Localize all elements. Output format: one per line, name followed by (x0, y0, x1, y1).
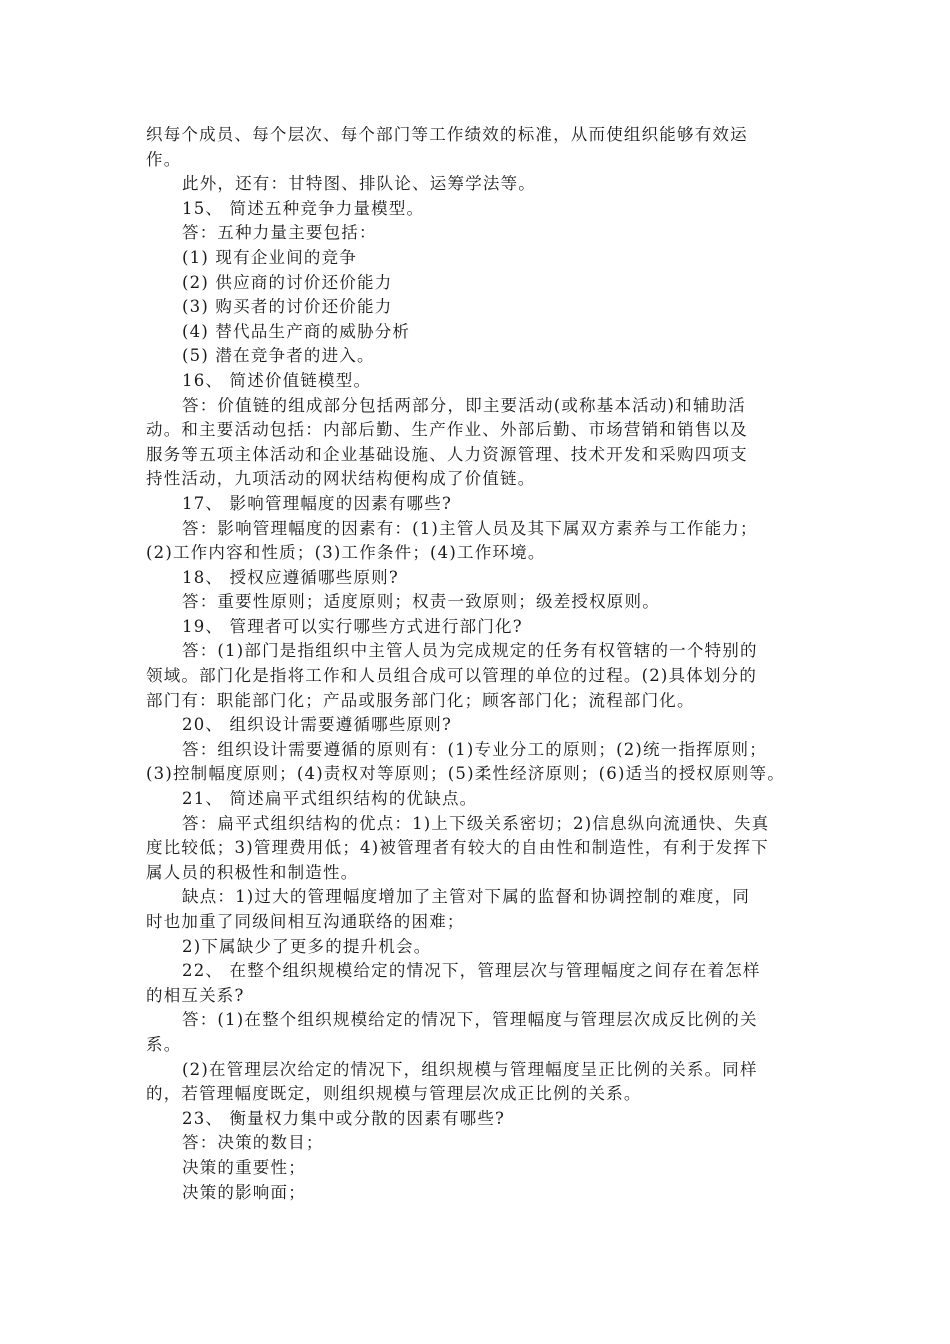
text-line: (2)在管理层次给定的情况下，组织规模与管理幅度呈正比例的关系。同样 (182, 1059, 758, 1079)
text-line: 时也加重了同级间相互沟通联络的困难； (146, 912, 465, 931)
text-line: 系。 (146, 1034, 182, 1054)
answer-line: 答：决策的数目； (182, 1133, 324, 1153)
text-line: 度比较低；3)管理费用低；4)被管理者有较大的自由性和制造性，有利于发挥下 (146, 838, 769, 858)
question-heading: 20、 组织设计需要遵循哪些原则? (182, 715, 452, 735)
text-line: 此外，还有：甘特图、排队论、运筹学法等。 (182, 174, 536, 194)
question-heading: 21、 简述扁平式组织结构的优缺点。 (182, 789, 478, 809)
answer-line: 答：(1)部门是指组织中主管人员为完成规定的任务有权管辖的一个特别的 (182, 641, 758, 661)
question-heading: 23、 衡量权力集中或分散的因素有哪些? (182, 1108, 506, 1128)
list-item: (4) 替代品生产商的威胁分析 (182, 321, 411, 341)
question-heading: 19、 管理者可以实行哪些方式进行部门化? (182, 616, 523, 636)
text-line: 动。和主要活动包括：内部后勤、生产作业、外部后勤、市场营销和销售以及 (146, 420, 748, 440)
question-heading: 17、 影响管理幅度的因素有哪些? (182, 493, 452, 513)
answer-line: 答：组织设计需要遵循的原则有：(1)专业分工的原则；(2)统一指挥原则； (182, 739, 767, 759)
text-line: (2)工作内容和性质；(3)工作条件；(4)工作环境。 (146, 543, 546, 563)
list-item: (1) 现有企业间的竞争 (182, 247, 358, 267)
list-item: (5) 潜在竞争者的进入。 (182, 346, 375, 366)
text-line: 缺点：1)过大的管理幅度增加了主管对下属的监督和协调控制的难度，同 (182, 887, 751, 907)
text-line: 织每个成员、每个层次、每个部门等工作绩效的标准，从而使组织能够有效运 (146, 125, 748, 144)
question-heading: 18、 授权应遵循哪些原则? (182, 567, 399, 587)
text-line: 2)下属缺少了更多的提升机会。 (182, 936, 432, 956)
text-line: 领域。部门化是指将工作和人员组合成可以管理的单位的过程。(2)具体划分的 (146, 666, 758, 686)
question-heading: 16、 简述价值链模型。 (182, 370, 372, 390)
list-item: (3) 购买者的讨价还价能力 (182, 297, 393, 317)
list-item: (2) 供应商的讨价还价能力 (182, 272, 393, 292)
answer-line: 答：影响管理幅度的因素有：(1)主管人员及其下属双方素养与工作能力； (182, 518, 758, 538)
answer-line: 答：价值链的组成部分包括两部分，即主要活动(或称基本活动)和辅助活 (182, 395, 746, 415)
text-line: (3)控制幅度原则；(4)责权对等原则；(5)柔性经济原则；(6)适当的授权原则等。 (146, 764, 785, 784)
question-heading: 22、 在整个组织规模给定的情况下，管理层次与管理幅度之间存在着怎样 (182, 961, 761, 981)
text-line: 持性活动，九项活动的网状结构便构成了价值链。 (146, 469, 536, 489)
text-line: 的相互关系? (146, 985, 245, 1005)
answer-line: 答：重要性原则；适度原则；权责一致原则；级差授权原则。 (182, 592, 660, 612)
text-line: 的，若管理幅度既定，则组织规模与管理层次成正比例的关系。 (146, 1084, 642, 1104)
text-line: 服务等五项主体活动和企业基础设施、人力资源管理、技术开发和采购四项支 (146, 444, 748, 464)
text-line: 属人员的积极性和制造性。 (146, 862, 359, 882)
text-line: 决策的影响面； (182, 1182, 306, 1202)
answer-line: 答：(1)在整个组织规模给定的情况下，管理幅度与管理层次成反比例的关 (182, 1010, 758, 1030)
answer-line: 答：扁平式组织结构的优点：1)上下级关系密切；2)信息纵向流通快、失真 (182, 813, 770, 833)
text-line: 部门有：职能部门化；产品或服务部门化；顾客部门化；流程部门化。 (146, 690, 695, 710)
question-heading: 15、 简述五种竞争力量模型。 (182, 198, 425, 218)
document-page (146, 123, 806, 1205)
answer-line: 答：五种力量主要包括： (182, 223, 377, 243)
text-line: 作。 (146, 149, 182, 169)
text-line: 决策的重要性； (182, 1157, 306, 1177)
